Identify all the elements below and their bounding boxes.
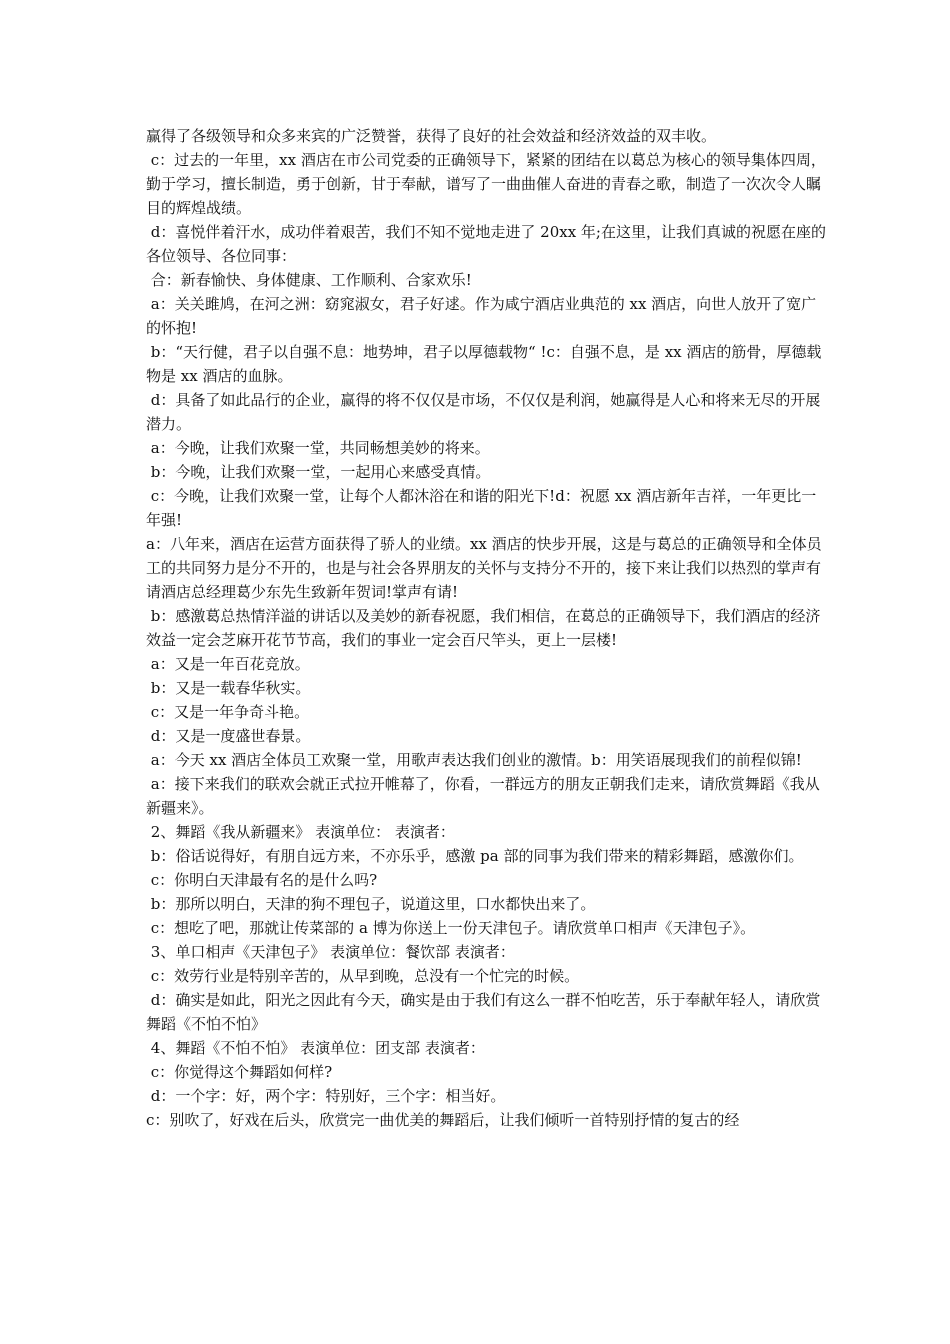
paragraph: c：今晚，让我们欢聚一堂，让每个人都沐浴在和谐的阳光下!d：祝愿 xx 酒店新年吉祥，一年更比一年强! [146, 487, 817, 529]
paragraph: a：接下来我们的联欢会就正式拉开帷幕了，你看，一群远方的朋友正朝我们走来，请欣赏舞蹈《我从新疆来》。 [146, 775, 820, 817]
paragraph: 3、单口相声《天津包子》 表演单位：餐饮部 表演者： [146, 943, 515, 961]
paragraph: b：今晚，让我们欢聚一堂，一起用心来感受真情。 [146, 463, 491, 481]
paragraph: b：又是一载春华秋实。 [146, 679, 311, 697]
paragraph: c：想吃了吧，那就让传菜部的 a 博为你送上一份天津包子。请欣赏单口相声《天津包子》。 [146, 919, 756, 937]
paragraph: c：过去的一年里，xx 酒店在市公司党委的正确领导下，紧紧的团结在以葛总为核心的领导集体四周，勤于学习，擅长制造，勇于创新，甘于奉献，谱写了一曲曲催人奋进的青春之歌，制造了一次次令人瞩目的辉煌战绩。 [146, 151, 826, 217]
paragraph: a：今天 xx 酒店全体员工欢聚一堂，用歌声表达我们创业的激情。b：用笑语展现我们的前程似锦! [146, 751, 802, 769]
paragraph: a：关关雎鸠，在河之洲：窈窕淑女，君子好逑。作为咸宁酒店业典范的 xx 酒店，向世人放开了宽广的怀抱! [146, 295, 817, 337]
paragraph: d：喜悦伴着汗水，成功伴着艰苦，我们不知不觉地走进了 20xx 年;在这里，让我们真诚的祝愿在座的各位领导、各位同事： [146, 223, 826, 265]
paragraph: b：感激葛总热情洋溢的讲话以及美妙的新春祝愿，我们相信，在葛总的正确领导下，我们酒店的经济效益一定会芝麻开花节节高，我们的事业一定会百尺竿头，更上一层楼! [146, 607, 821, 649]
document-body [146, 124, 826, 1132]
paragraph: a：又是一年百花竞放。 [146, 655, 310, 673]
paragraph: 赢得了各级领导和众多来宾的广泛赞誉，获得了良好的社会效益和经济效益的双丰收。 [146, 127, 717, 145]
paragraph: c：你觉得这个舞蹈如何样? [146, 1063, 333, 1081]
paragraph: 4、舞蹈《不怕不怕》 表演单位：团支部 表演者： [146, 1039, 485, 1057]
paragraph: c：效劳行业是特别辛苦的，从早到晚，总没有一个忙完的时候。 [146, 967, 580, 985]
paragraph: b：俗话说得好，有朋自远方来，不亦乐乎，感激 pa 部的同事为我们带来的精彩舞蹈，感激你们。 [146, 847, 804, 865]
paragraph: d：一个字：好，两个字：特别好，三个字：相当好。 [146, 1087, 506, 1105]
paragraph: c：别吹了，好戏在后头，欣赏完一曲优美的舞蹈后，让我们倾听一首特别抒情的复古的经 [146, 1111, 740, 1129]
paragraph: d：具备了如此品行的企业，赢得的将不仅仅是市场，不仅仅是利润，她赢得是人心和将来无尽的开展潜力。 [146, 391, 821, 433]
paragraph: b：那所以明白，天津的狗不理包子，说道这里，口水都快出来了。 [146, 895, 596, 913]
paragraph: 2、舞蹈《我从新疆来》 表演单位： 表演者： [146, 823, 455, 841]
paragraph: b：“天行健，君子以自强不息：地势坤，君子以厚德载物“ !c：自强不息，是 xx 酒店的筋骨，厚德载物是 xx 酒店的血脉。 [146, 343, 822, 385]
paragraph: a：八年来，酒店在运营方面获得了骄人的业绩。xx 酒店的快步开展，这是与葛总的正确领导和全体员工的共同努力是分不开的，也是与社会各界朋友的关怀与支持分不开的，接下来让我们以热烈的掌声有请酒店总经理葛少东先生致新年贺词!掌声有请! [146, 535, 822, 601]
paragraph: a：今晚，让我们欢聚一堂，共同畅想美妙的将来。 [146, 439, 490, 457]
paragraph: c：你明白天津最有名的是什么吗? [146, 871, 378, 889]
paragraph: 合：新春愉快、身体健康、工作顺利、合家欢乐! [146, 271, 472, 289]
paragraph: d：又是一度盛世春景。 [146, 727, 311, 745]
paragraph: d：确实是如此，阳光之因此有今天，确实是由于我们有这么一群不怕吃苦，乐于奉献年轻人，请欣赏舞蹈《不怕不怕》 [146, 991, 821, 1033]
paragraph: c：又是一年争奇斗艳。 [146, 703, 310, 721]
